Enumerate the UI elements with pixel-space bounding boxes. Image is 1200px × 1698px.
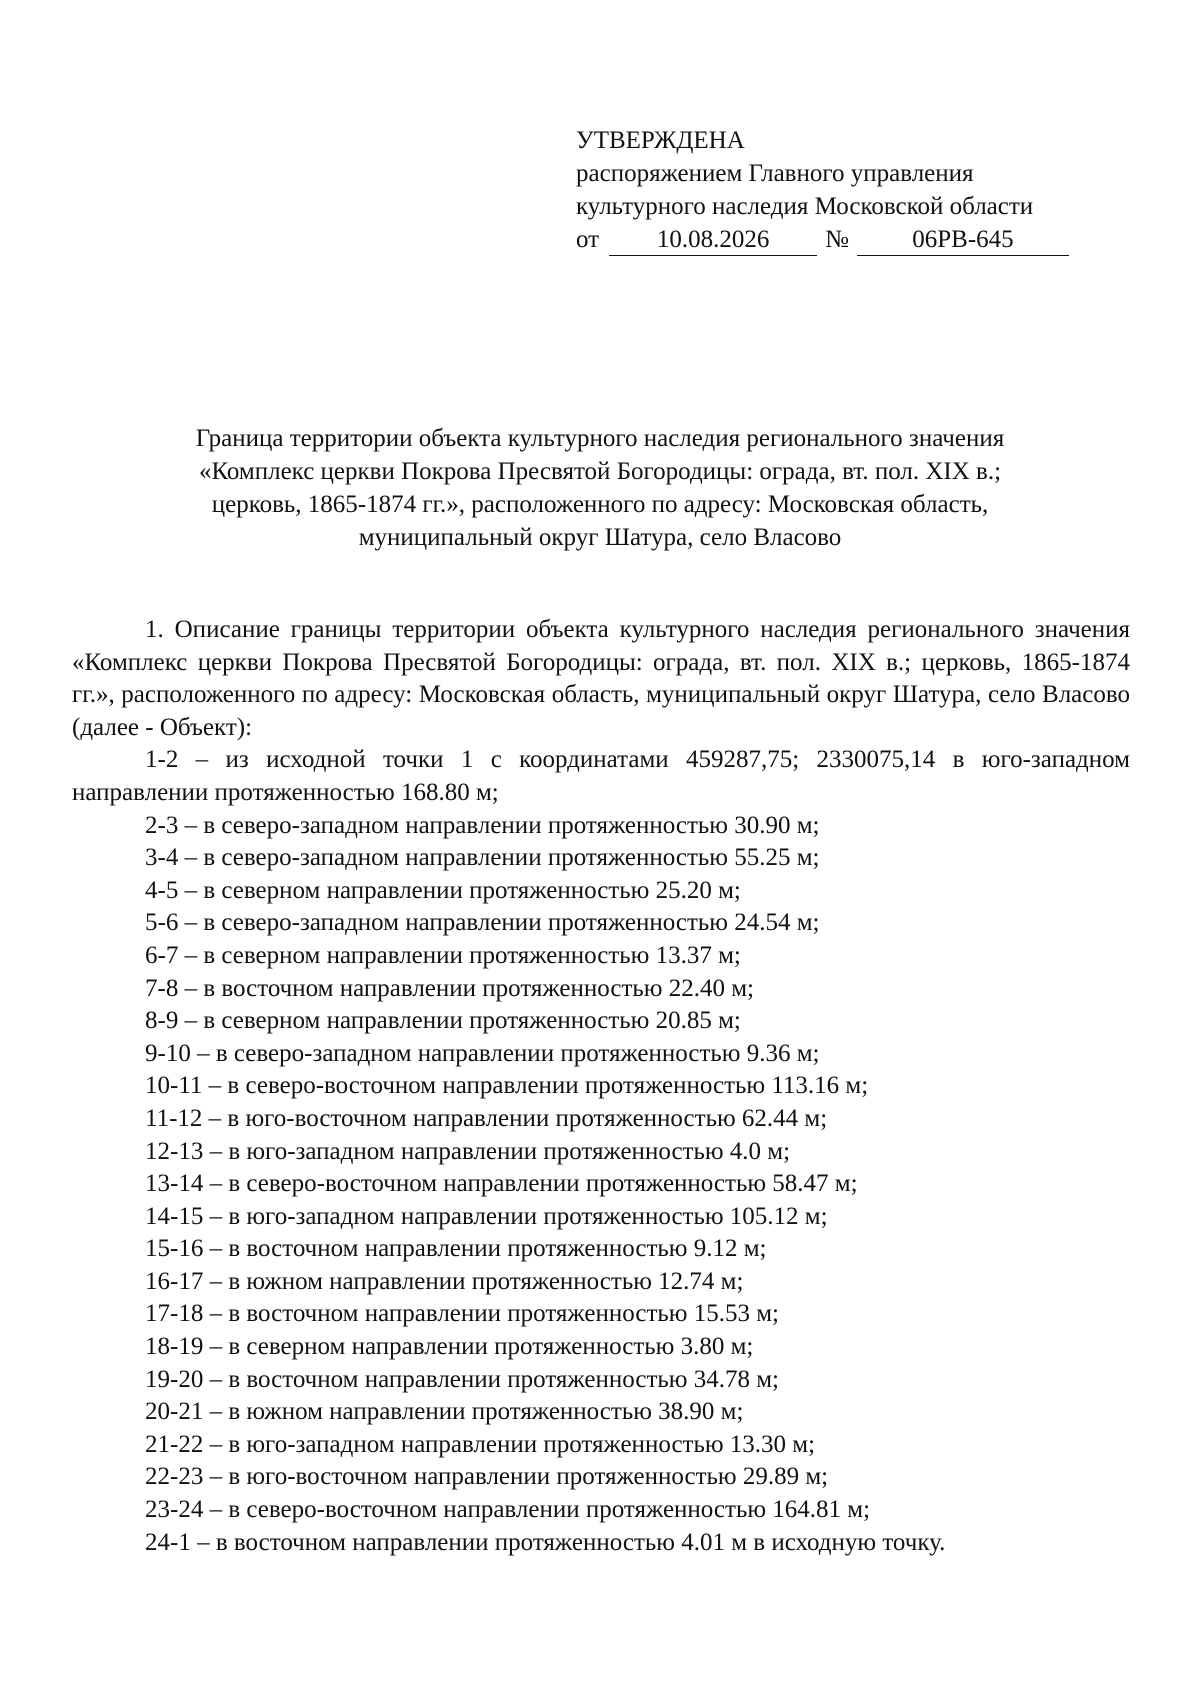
approval-heading: УТВЕРЖДЕНА [576, 127, 745, 154]
segment-list [72, 744, 1130, 1559]
title-line-4: муниципальный округ Шатура, село Власово [358, 524, 842, 551]
boundary-segment: 7-8 – в восточном направлении протяженностью 22.40 м; [145, 974, 754, 1002]
title-line-1: Граница территории объекта культурного наследия регионального значения [195, 425, 1005, 452]
boundary-segment: 6-7 – в северном направлении протяженностью 13.37 м; [145, 941, 741, 969]
title-line-3: церковь, 1865-1874 гг.», расположенного по адресу: Московская область, [211, 491, 989, 518]
boundary-segment: 22-23 – в юго-восточном направлении протяженностью 29.89 м; [145, 1463, 829, 1491]
boundary-segment: 15-16 – в восточном направлении протяженностью 9.12 м; [145, 1235, 767, 1263]
approval-line-1: распоряжением Главного управления [576, 160, 974, 187]
number-label: № [825, 226, 849, 253]
boundary-segment: 2-3 – в северо-западном направлении протяженностью 30.90 м; [145, 811, 820, 839]
boundary-segment: 4-5 – в северном направлении протяженностью 25.20 м; [145, 876, 741, 904]
boundary-segment: 18-19 – в северном направлении протяженностью 3.80 м; [145, 1333, 754, 1361]
boundary-segment: 23-24 – в северо-восточном направлении протяженностью 164.81 м; [145, 1496, 871, 1524]
approval-date: 10.08.2026 [609, 225, 817, 256]
approval-date-line [576, 223, 1096, 256]
boundary-segment: 17-18 – в восточном направлении протяженностью 15.53 м; [145, 1300, 779, 1328]
approval-stamp [576, 124, 1096, 256]
boundary-segment: 24-1 – в восточном направлении протяженностью 4.01 м в исходную точку. [145, 1528, 946, 1556]
approval-line-2: культурного наследия Московской области [576, 193, 1034, 220]
boundary-segment: 16-17 – в южном направлении протяженностью 12.74 м; [145, 1267, 744, 1295]
boundary-segment: 19-20 – в восточном направлении протяженностью 34.78 м; [145, 1365, 779, 1393]
boundary-segment: 1-2 – из исходной точки 1 с координатами 459287,75; 2330075,14 в юго-западном направлении протяженностью 168.80 м; [72, 746, 1130, 806]
boundary-segment: 11-12 – в юго-восточном направлении протяженностью 62.44 м; [145, 1104, 828, 1132]
from-label: от [576, 226, 600, 253]
boundary-segment: 5-6 – в северо-западном направлении протяженностью 24.54 м; [145, 909, 820, 937]
boundary-segment: 21-22 – в юго-западном направлении протяженностью 13.30 м; [145, 1430, 816, 1458]
boundary-segment: 10-11 – в северо-восточном направлении протяженностью 113.16 м; [145, 1072, 869, 1100]
description-intro: 1. Описание границы территории объекта культурного наследия регионального значения «Комплекс церкви Покрова Пресвятой Богородицы: ограда, вт. пол. XIX в.; церковь, 1865-1874 гг.», расположенного по адресу: Московская область, муниципальный округ Шатура, село Власово (далее - Объект): [72, 616, 1130, 741]
boundary-segment: 12-13 – в юго-западном направлении протяженностью 4.0 м; [145, 1137, 791, 1165]
title-line-2: «Комплекс церкви Покрова Пресвятой Богородицы: ограда, вт. пол. XIX в.; [198, 458, 1002, 485]
boundary-description [72, 614, 1130, 1559]
boundary-segment: 13-14 – в северо-восточном направлении протяженностью 58.47 м; [145, 1170, 858, 1198]
boundary-segment: 3-4 – в северо-западном направлении протяженностью 55.25 м; [145, 844, 820, 872]
boundary-segment: 8-9 – в северном направлении протяженностью 20.85 м; [145, 1007, 741, 1035]
boundary-segment: 20-21 – в южном направлении протяженностью 38.90 м; [145, 1398, 744, 1426]
boundary-segment: 9-10 – в северо-западном направлении протяженностью 9.36 м; [145, 1039, 820, 1067]
boundary-segment: 14-15 – в юго-западном направлении протяженностью 105.12 м; [145, 1202, 828, 1230]
document-title [80, 422, 1120, 554]
approval-number: 06РВ-645 [857, 225, 1069, 256]
